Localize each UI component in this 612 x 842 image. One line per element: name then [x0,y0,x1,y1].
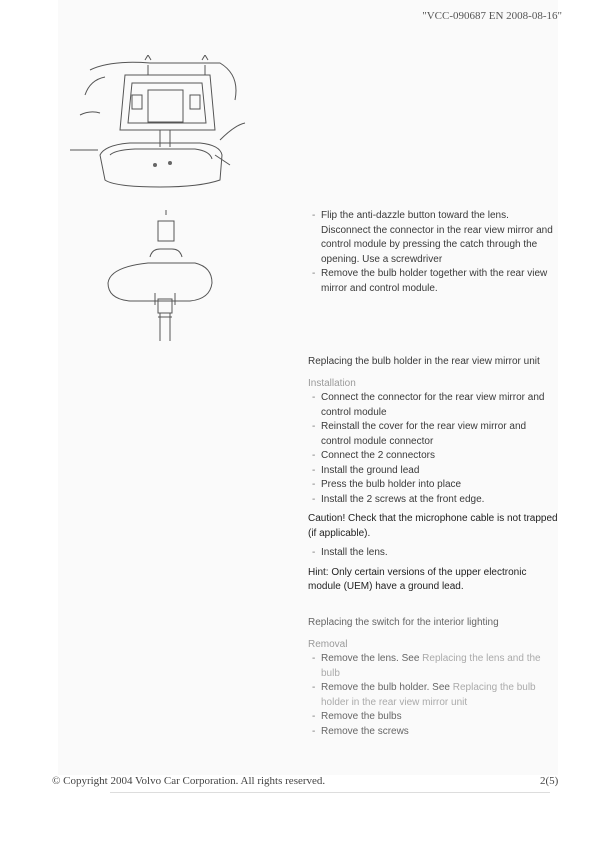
list-item: - Install the ground lead [308,464,558,479]
list-item: - Connect the connector for the rear view mirror and control module [308,391,558,420]
cross-reference-link[interactable]: Replacing the bulb holder in the rear view mirror unit [321,682,536,708]
installation-label: Installation [308,377,356,389]
console-mirror-illustration [70,55,250,205]
document-id: "VCC-090687 EN 2008-08-16" [422,10,562,22]
list-item: - Flip the anti-dazzle button toward the lens. Disconnect the connector in the rear view mirror and control module by pressing the catch through the opening. Use a screwdriver [308,209,558,267]
page-number: 2(5) [540,775,559,787]
list-item: - Install the 2 screws at the front edge. [308,493,558,508]
section-title: Replacing the switch for the interior lighting [308,617,499,628]
list-item: - Remove the bulb holder. See Replacing the bulb holder in the rear view mirror unit [308,681,558,710]
mirror-screwdriver-illustration [100,205,220,345]
list-item: - Remove the bulbs [308,710,558,725]
caution-note: Caution! Check that the microphone cable is not trapped (if applicable). [308,513,558,539]
cross-reference-link[interactable]: Replacing the lens and the bulb [321,653,541,679]
footer-divider [110,792,550,793]
bulb-holder-section [308,355,558,595]
list-item: - Remove the screws [308,725,558,740]
list-item: - Remove the lens. See Replacing the lens and the bulb [308,652,558,681]
removal-label: Removal [308,638,348,650]
list-item: - Install the lens. [308,546,558,561]
hint-note: Hint: Only certain versions of the upper electronic module (UEM) have a ground lead. [308,566,527,592]
section-title: Replacing the bulb holder in the rear view mirror unit [308,356,540,367]
list-item: - Connect the 2 connectors [308,449,558,464]
list-item: - Remove the bulb holder together with the rear view mirror and control module. [308,267,558,296]
switch-section [308,616,558,739]
list-item: - Reinstall the cover for the rear view mirror and control module connector [308,420,558,449]
copyright: © Copyright 2004 Volvo Car Corporation. All rights reserved. [52,775,326,787]
list-item: - Press the bulb holder into place [308,478,558,493]
step-list-1 [308,209,558,296]
